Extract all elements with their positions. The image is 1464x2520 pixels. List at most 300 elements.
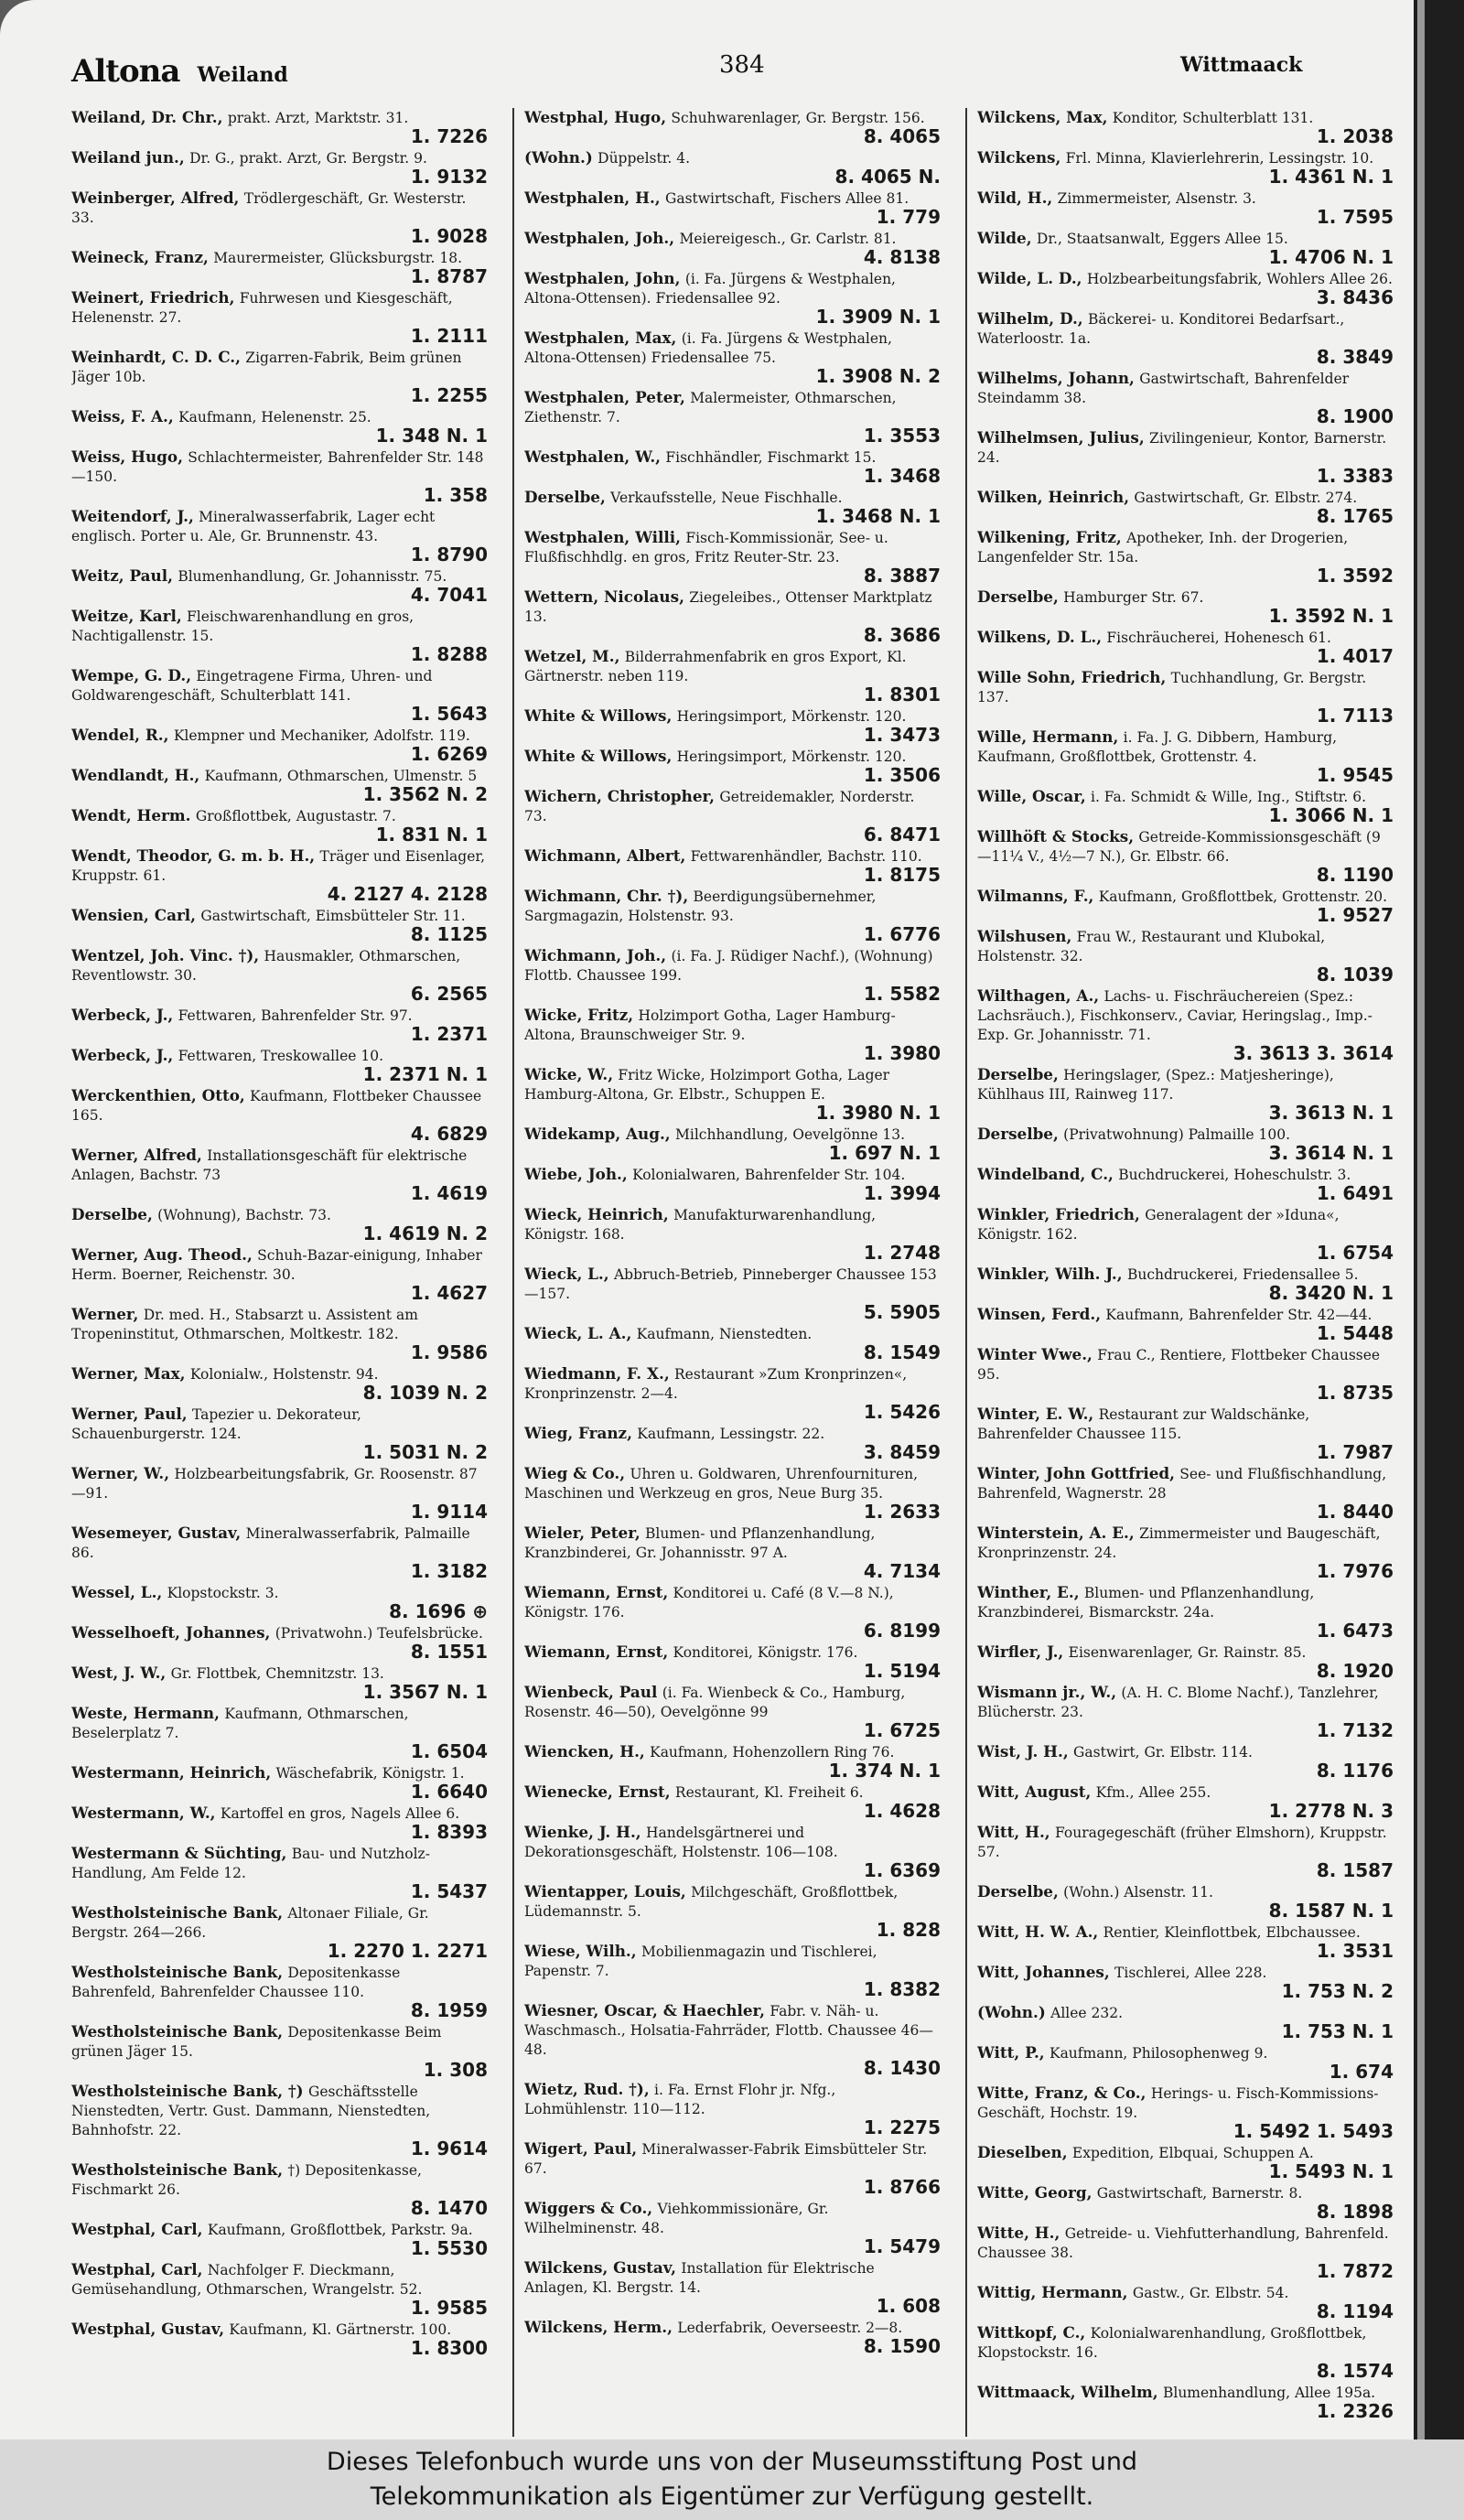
entry-description: Kaufmann, Flottbeker Chaussee 165.	[71, 1088, 482, 1124]
directory-entry	[524, 1823, 941, 1879]
directory-entry	[524, 188, 941, 226]
entry-name: Wientapper, Louis,	[524, 1882, 686, 1901]
directory-entry	[71, 1804, 488, 1841]
directory-entry	[524, 1464, 941, 1521]
directory-entry	[977, 309, 1394, 366]
entry-phone-number: 4. 2127 4. 2128	[327, 883, 488, 905]
entry-name: Westphalen, Joh.,	[524, 229, 675, 247]
directory-entry	[524, 229, 941, 266]
entry-name: Wiesner, Oscar, & Haechler,	[524, 2001, 766, 2019]
entry-description: Fisch-Kommissionär, See- u. Flußfischhdlg. en gros, Fritz Reuter-Str. 23.	[524, 530, 888, 565]
directory-entry	[524, 706, 941, 744]
entry-name: Weiland jun.,	[71, 148, 185, 167]
directory-entry	[977, 229, 1394, 266]
entry-phone-number: 1. 5426	[863, 1401, 941, 1423]
entry-description: Depositenkasse Beim grünen Jäger 15.	[71, 2024, 442, 2060]
entry-description: Handelsgärtnerei und Dekorationsgeschäft, Holstenstr. 106—108.	[524, 1825, 838, 1860]
entry-phone-number: 8. 1039 N. 2	[362, 1382, 488, 1404]
entry-phone-number: 1. 2255	[410, 384, 488, 406]
directory-entry	[71, 766, 488, 803]
directory-entry	[71, 1146, 488, 1202]
entry-description: (Privatwohn.) Teufelsbrücke.	[274, 1625, 483, 1642]
entry-name: Westphalen, Willi,	[524, 528, 681, 546]
directory-entry	[524, 388, 941, 445]
entry-description: Restaurant zur Waldschänke, Bahrenfelder Chaussee 115.	[977, 1406, 1310, 1442]
directory-entry	[977, 369, 1394, 425]
directory-entry	[524, 269, 941, 326]
entry-description: Milchhandlung, Oevelgönne 13.	[675, 1126, 906, 1143]
directory-entry	[71, 2320, 488, 2357]
entry-name: Westholsteinische Bank,	[71, 1963, 284, 1981]
entry-phone-number: 4. 6829	[410, 1123, 488, 1145]
entry-phone-number: 1. 4361 N. 1	[1268, 166, 1394, 188]
entry-description: Gastwirtschaft, Gr. Elbstr. 274.	[1134, 490, 1358, 506]
entry-phone-number: 1. 6776	[863, 923, 941, 945]
entry-name: Wieck, L. A.,	[524, 1324, 632, 1342]
entry-description: Kolonialwarenhandlung, Großflottbek, Klopstockstr. 16.	[977, 2325, 1367, 2361]
entry-description: Blumenhandlung, Allee 195a.	[1162, 2385, 1376, 2401]
directory-entry	[977, 428, 1394, 485]
entry-phone-number: 1. 2326	[1316, 2400, 1394, 2422]
entry-description: Düppelstr. 4.	[597, 150, 691, 167]
directory-entry	[977, 727, 1394, 784]
entry-description: Mineralwasserfabrik, Palmaille 86.	[71, 1525, 470, 1561]
entry-description: Kaufmann, Nienstedten.	[636, 1326, 813, 1342]
entry-phone-number: 8. 1176	[1316, 1760, 1394, 1782]
entry-name: Wille Sohn, Friedrich,	[977, 668, 1167, 686]
entry-name: Wendt, Herm.	[71, 806, 191, 824]
directory-entry	[977, 1464, 1394, 1521]
entry-description: Zigarren-Fabrik, Beim grünen Jäger 10b.	[71, 350, 462, 385]
entry-description: Kaufmann, Kl. Gärtnerstr. 100.	[229, 2321, 452, 2338]
entry-description: Allee 232.	[1050, 2005, 1124, 2021]
entry-phone-number: 1. 5582	[863, 983, 941, 1005]
entry-description: Großflottbek, Augustastr. 7.	[195, 808, 396, 824]
directory-entry	[977, 1125, 1394, 1162]
entry-description: (i. Fa. Jürgens & Westphalen, Altona-Ottensen) Friedensallee 75.	[524, 330, 892, 366]
entry-name: Witt, P.,	[977, 2043, 1045, 2062]
entry-description: prakt. Arzt, Marktstr. 31.	[227, 110, 409, 126]
entry-name: Wilken, Heinrich,	[977, 488, 1130, 506]
entry-name: Westholsteinische Bank,	[71, 2160, 284, 2179]
entry-name: Wentzel, Joh. Vinc. †),	[71, 946, 260, 964]
entry-phone-number: 8. 1574	[1316, 2360, 1394, 2382]
entry-phone-number: 1. 7976	[1316, 1560, 1394, 1582]
entry-name: Wettern, Nicolaus,	[524, 587, 684, 606]
entry-phone-number: 1. 8175	[863, 864, 941, 886]
entry-description: Holzbearbeitungsfabrik, Gr. Roosenstr. 87—91.	[71, 1466, 478, 1502]
directory-entry	[71, 1664, 488, 1701]
directory-entry	[71, 1364, 488, 1402]
entry-phone-number: 8. 1959	[410, 1999, 488, 2021]
entry-description: Zimmermeister, Alsenstr. 3.	[1057, 190, 1256, 207]
directory-entry	[977, 2143, 1394, 2181]
entry-description: Zivilingenieur, Kontor, Barnerstr. 24.	[977, 430, 1387, 466]
entry-phone-number: 1. 6504	[410, 1740, 488, 1762]
entry-phone-number: 1. 8382	[863, 1978, 941, 2000]
entry-name: Werner, Max,	[71, 1364, 186, 1383]
entry-name: Wismann jr., W.,	[977, 1683, 1117, 1701]
entry-phone-number: 3. 8459	[863, 1441, 941, 1463]
entry-name: Wilshusen,	[977, 927, 1072, 945]
entry-name: Wiedmann, F. X.,	[524, 1364, 670, 1383]
entry-description: Nachfolger F. Dieckmann, Gemüsehandlung, Othmarschen, Wrangelstr. 52.	[71, 2262, 423, 2298]
entry-description: Bäckerei- u. Konditorei Bedarfsart., Waterloostr. 1a.	[977, 311, 1345, 347]
entry-description: Blumenhandlung, Gr. Johannisstr. 75.	[178, 568, 447, 585]
directory-entry	[71, 906, 488, 943]
entry-name: Wilhelms, Johann,	[977, 369, 1135, 387]
entry-name: Westphalen, Peter,	[524, 388, 685, 406]
entry-name: Weinert, Friedrich,	[71, 288, 235, 307]
directory-entry	[71, 607, 488, 663]
entry-phone-number: 1. 3980	[863, 1042, 941, 1064]
entry-phone-number: 1. 697 N. 1	[828, 1142, 941, 1164]
directory-entry	[977, 2323, 1394, 2380]
entry-name: Derselbe,	[977, 1125, 1059, 1143]
entry-name: Westholsteinische Bank,	[71, 2022, 284, 2041]
entry-phone-number: 1. 9585	[410, 2297, 488, 2319]
entry-description: Tischlerei, Allee 228.	[1114, 1965, 1267, 1981]
page-number: 384	[719, 51, 765, 79]
entry-description: Fettwaren, Treskowallee 10.	[178, 1048, 384, 1064]
entry-description: Verkaufsstelle, Neue Fischhalle.	[610, 490, 843, 506]
entry-name: Wicke, Fritz,	[524, 1006, 634, 1024]
entry-phone-number: 1. 8440	[1316, 1501, 1394, 1523]
entry-description: (i. Fa. Wienbeck & Co., Hamburg, Rosenstr. 46—50), Oevelgönne 99	[524, 1685, 906, 1720]
directory-entry	[524, 108, 941, 145]
directory-entry	[524, 447, 941, 485]
entry-name: Werner, Alfred,	[71, 1146, 202, 1164]
directory-entry	[71, 1623, 488, 1661]
directory-entry	[977, 887, 1394, 924]
directory-entry	[71, 2160, 488, 2217]
entry-phone-number: 1. 3908 N. 2	[815, 365, 941, 387]
entry-description: Fischhändler, Fischmarkt 15.	[665, 449, 877, 466]
directory-entry	[71, 1844, 488, 1901]
entry-name: Wiemann, Ernst,	[524, 1642, 669, 1661]
entry-description: Malermeister, Othmarschen, Ziethenstr. 7.	[524, 390, 897, 425]
entry-phone-number: 1. 6491	[1316, 1182, 1394, 1204]
directory-entry	[71, 1006, 488, 1043]
entry-name: Wiggers & Co.,	[524, 2199, 653, 2217]
entry-phone-number: 1. 4017	[1316, 645, 1394, 667]
entry-description: Eisenwarenlager, Gr. Rainstr. 85.	[1068, 1644, 1307, 1661]
entry-description: i. Fa. Schmidt & Wille, Ing., Stiftstr. 6.	[1091, 789, 1367, 805]
directory-entry	[977, 528, 1394, 585]
directory-entry	[977, 668, 1394, 725]
directory-entry	[977, 1345, 1394, 1402]
entry-description: i. Fa. J. G. Dibbern, Hamburg, Kaufmann, Großflottbek, Grottenstr. 4.	[977, 729, 1338, 765]
entry-phone-number: 1. 608	[876, 2295, 941, 2317]
entry-description: Fuhrwesen und Kiesgeschäft, Helenenstr. 27.	[71, 290, 453, 326]
entry-description: See- und Flußfischhandlung, Bahrenfeld, Wagnerstr. 28	[977, 1466, 1387, 1502]
entry-description: Kaufmann, Hohenzollern Ring 76.	[650, 1744, 895, 1761]
entry-phone-number: 8. 1470	[410, 2197, 488, 2219]
entry-name: Derselbe,	[977, 1065, 1059, 1083]
entry-phone-number: 3. 3613 N. 1	[1268, 1102, 1394, 1124]
entry-phone-number: 8. 1194	[1316, 2300, 1394, 2322]
directory-entry	[71, 1305, 488, 1362]
directory-entry	[524, 1683, 941, 1739]
entry-phone-number: 1. 3592	[1316, 565, 1394, 587]
entry-name: (Wohn.)	[524, 148, 593, 167]
directory-entry	[71, 2260, 488, 2317]
entry-phone-number: 6. 8199	[863, 1620, 941, 1642]
directory-entry	[977, 1963, 1394, 2000]
directory-entry	[977, 188, 1394, 226]
entry-description: Kaufmann, Lessingstr. 22.	[637, 1426, 825, 1442]
entry-name: Winkler, Wilh. J.,	[977, 1265, 1123, 1283]
entry-phone-number: 1. 3980 N. 1	[815, 1102, 941, 1124]
directory-entry	[524, 946, 941, 1003]
directory-entry	[977, 1405, 1394, 1461]
directory-entry	[977, 986, 1394, 1062]
entry-phone-number: 8. 1920	[1316, 1660, 1394, 1682]
entry-name: Witt, H.,	[977, 1823, 1050, 1841]
entry-name: Weiss, Hugo,	[71, 447, 183, 466]
entry-name: Wempe, G. D.,	[71, 666, 192, 684]
directory-entry	[524, 1524, 941, 1580]
entry-phone-number: 1. 2748	[863, 1242, 941, 1264]
entry-description: Schlachtermeister, Bahrenfelder Str. 148—150.	[71, 449, 484, 485]
entry-description: (Wohnung), Bachstr. 73.	[157, 1207, 331, 1223]
entry-phone-number: 1. 2371	[410, 1023, 488, 1045]
entry-phone-number: 6. 2565	[410, 983, 488, 1005]
entry-name: White & Willows,	[524, 747, 673, 765]
entry-phone-number: 1. 4619	[410, 1182, 488, 1204]
entry-phone-number: 1. 3994	[863, 1182, 941, 1204]
entry-name: Wiese, Wilh.,	[524, 1942, 637, 1960]
entry-phone-number: 1. 8790	[410, 544, 488, 565]
entry-description: Getreide- u. Viehfutterhandlung, Bahrenfeld. Chaussee 38.	[977, 2225, 1389, 2261]
entry-phone-number: 1. 2778 N. 3	[1268, 1800, 1394, 1822]
entry-name: Winterstein, A. E.,	[977, 1524, 1135, 1542]
entry-name: Werner, Aug. Theod.,	[71, 1245, 253, 1264]
entry-phone-number: 1. 8766	[863, 2176, 941, 2198]
directory-entry	[71, 1086, 488, 1143]
entry-phone-number: 8. 3686	[863, 624, 941, 646]
entry-description: Restaurant »Zum Kronprinzen«, Kronprinzenstr. 2—4.	[524, 1366, 908, 1402]
header-place: Altona	[71, 53, 180, 90]
directory-entry	[71, 726, 488, 763]
directory-column-3	[977, 108, 1394, 2437]
entry-name: Wichmann, Chr. †),	[524, 887, 689, 905]
directory-entry	[71, 507, 488, 564]
entry-phone-number: 1. 308	[423, 2059, 488, 2081]
entry-description: Uhren u. Goldwaren, Uhrenfournituren, Maschinen und Werkzeug en gros, Neue Burg 35.	[524, 1466, 919, 1502]
entry-description: Kaufmann, Großflottbek, Parkstr. 9a.	[207, 2222, 473, 2238]
entry-name: (Wohn.)	[977, 2003, 1046, 2021]
entry-description: Kolonialwaren, Bahrenfelder Str. 104.	[632, 1167, 906, 1183]
entry-phone-number: 1. 2111	[410, 325, 488, 347]
entry-description: Bilderrahmenfabrik en gros Export, Kl. Gärtnerstr. neben 119.	[524, 649, 907, 684]
entry-description: Apotheker, Inh. der Drogerien, Langenfelder Str. 15a.	[977, 530, 1349, 565]
entry-name: Wichmann, Joh.,	[524, 946, 667, 964]
entry-phone-number: 1. 7872	[1316, 2260, 1394, 2282]
entry-name: Winkler, Friedrich,	[977, 1205, 1140, 1223]
entry-name: Wienbeck, Paul	[524, 1683, 658, 1701]
directory-entry	[71, 946, 488, 1003]
entry-name: Werner, Paul,	[71, 1405, 188, 1423]
entry-phone-number: 8. 1587 N. 1	[1268, 1900, 1394, 1922]
directory-entry	[71, 1524, 488, 1580]
entry-name: Wienecke, Ernst,	[524, 1782, 671, 1801]
entry-description: Installation für Elektrische Anlagen, Kl. Bergstr. 14.	[524, 2260, 875, 2296]
entry-description: Beerdigungsübernehmer, Sargmagazin, Holstenstr. 93.	[524, 888, 877, 924]
directory-entry	[524, 1006, 941, 1062]
entry-phone-number: 8. 1696 ⊕	[389, 1600, 488, 1622]
entry-phone-number: 1. 8735	[1316, 1382, 1394, 1404]
entry-description: Manufakturwarenhandlung, Königstr. 168.	[524, 1207, 877, 1243]
entry-name: Wilhelm, D.,	[977, 309, 1083, 328]
directory-entry	[524, 1583, 941, 1640]
entry-phone-number: 1. 9114	[410, 1501, 488, 1523]
entry-phone-number: 8. 3887	[863, 565, 941, 587]
directory-entry	[524, 1125, 941, 1162]
entry-description: Konditor, Schulterblatt 131.	[1112, 110, 1314, 126]
entry-phone-number: 3. 3614 N. 1	[1268, 1142, 1394, 1164]
entry-description: Depositenkasse Bahrenfeld, Bahrenfelder Chaussee 110.	[71, 1965, 401, 2000]
directory-entry	[524, 488, 941, 525]
directory-entry	[524, 2258, 941, 2315]
entry-description: Installationsgeschäft für elektrische Anlagen, Bachstr. 73	[71, 1147, 468, 1183]
entry-description: Maurermeister, Glücksburgstr. 18.	[213, 250, 462, 266]
entry-phone-number: 5. 5905	[863, 1301, 941, 1323]
directory-entry	[977, 1524, 1394, 1580]
column-divider	[512, 108, 514, 2437]
entry-description: Fritz Wicke, Holzimport Gotha, Lager Hamburg-Altona, Gr. Elbstr., Schuppen E.	[524, 1067, 890, 1103]
attribution-footer	[0, 2439, 1464, 2520]
entry-name: Wilhelmsen, Julius,	[977, 428, 1145, 447]
entry-description: Geschäftsstelle Nienstedten, Vertr. Gust. Dammann, Nienstedten, Bahnhofstr. 22.	[71, 2084, 431, 2138]
entry-phone-number: 1. 6369	[863, 1859, 941, 1881]
entry-phone-number: 8. 1587	[1316, 1859, 1394, 1881]
entry-name: Windelband, C.,	[977, 1165, 1114, 1183]
entry-name: Wilckens, Herm.,	[524, 2318, 673, 2336]
directory-entry	[524, 1882, 941, 1939]
entry-phone-number: 1. 2633	[863, 1501, 941, 1523]
entry-description: Frl. Minna, Klavierlehrerin, Lessingstr. 10.	[1065, 150, 1374, 167]
directory-entry	[524, 747, 941, 784]
entry-description: Klempner und Mechaniker, Adolfstr. 119.	[173, 727, 470, 744]
entry-name: Wetzel, M.,	[524, 647, 620, 665]
entry-name: Derselbe,	[977, 1882, 1059, 1901]
entry-phone-number: 1. 4706 N. 1	[1268, 246, 1394, 268]
entry-description: Heringsimport, Mörkenstr. 120.	[676, 708, 907, 725]
entry-phone-number: 8. 3420 N. 1	[1268, 1282, 1394, 1304]
directory-entry	[524, 846, 941, 884]
entry-phone-number: 8. 1190	[1316, 864, 1394, 886]
entry-description: Träger und Eisenlager, Kruppstr. 61.	[71, 848, 486, 884]
entry-phone-number: 1. 374 N. 1	[828, 1760, 941, 1782]
entry-name: Weinhardt, C. D. C.,	[71, 348, 241, 366]
entry-phone-number: 1. 6754	[1316, 1242, 1394, 1264]
entry-name: Witte, Franz, & Co.,	[977, 2084, 1146, 2102]
entry-description: Eingetragene Firma, Uhren- und Goldwarengeschäft, Schulterblatt 141.	[71, 668, 433, 704]
entry-name: Werckenthien, Otto,	[71, 1086, 245, 1104]
entry-phone-number: 1. 5492 1. 5493	[1233, 2120, 1394, 2142]
entry-name: Westphalen, H.,	[524, 188, 661, 207]
directory-entry	[977, 1922, 1394, 1960]
entry-description: Herings- u. Fisch-Kommissions-Geschäft, Hochstr. 19.	[977, 2085, 1379, 2121]
directory-entry	[524, 587, 941, 644]
entry-name: Wensien, Carl,	[71, 906, 197, 924]
entry-description: Kartoffel en gros, Nagels Allee 6.	[220, 1805, 460, 1822]
entry-name: Wessel, L.,	[71, 1583, 163, 1601]
entry-name: Weiss, F. A.,	[71, 407, 174, 425]
directory-entry	[524, 2080, 941, 2137]
entry-description: Kolonialw., Holstenstr. 94.	[189, 1366, 379, 1383]
entry-phone-number: 1. 5479	[863, 2235, 941, 2257]
entry-description: Getreide-Kommissionsgeschäft (9—11¼ V., 4½—7 N.), Gr. Elbstr. 66.	[977, 829, 1381, 865]
entry-phone-number: 1. 4619 N. 2	[362, 1222, 488, 1244]
directory-entry	[524, 2199, 941, 2256]
entry-name: Wendt, Theodor, G. m. b. H.,	[71, 846, 316, 865]
entry-phone-number: 1. 6269	[410, 743, 488, 765]
entry-name: Wittkopf, C.,	[977, 2323, 1086, 2342]
entry-name: Wiencken, H.,	[524, 1742, 645, 1761]
entry-phone-number: 8. 1039	[1316, 964, 1394, 985]
entry-name: Witte, H.,	[977, 2224, 1060, 2242]
directory-entry	[71, 1405, 488, 1461]
entry-name: Derselbe,	[977, 587, 1059, 606]
entry-name: Westphal, Carl,	[71, 2220, 203, 2238]
entry-name: Wittmaack, Wilhelm,	[977, 2383, 1158, 2401]
entry-description: Gastwirtschaft, Fischers Allee 81.	[664, 190, 910, 207]
entry-phone-number: 1. 3592 N. 1	[1268, 605, 1394, 627]
entry-description: Zimmermeister und Baugeschäft, Kronprinzenstr. 24.	[977, 1525, 1381, 1561]
entry-phone-number: 1. 2275	[863, 2116, 941, 2138]
directory-entry	[977, 927, 1394, 984]
footer-line-2: Telekommunikation als Eigentümer zur Verfügung gestellt.	[370, 2482, 1094, 2511]
entry-name: Wilckens, Gustav,	[524, 2258, 676, 2277]
entry-phone-number: 1. 3473	[863, 724, 941, 746]
entry-name: Westphalen, John,	[524, 269, 681, 287]
entry-description: Kaufmann, Othmarschen, Beselerplatz 7.	[71, 1706, 409, 1741]
directory-entry	[71, 188, 488, 245]
entry-phone-number: 1. 9586	[410, 1341, 488, 1363]
entry-description: Meiereigesch., Gr. Carlstr. 81.	[679, 231, 897, 247]
entry-phone-number: 1. 3066 N. 1	[1268, 804, 1394, 826]
directory-entry	[977, 2283, 1394, 2321]
directory-entry	[71, 1583, 488, 1621]
entry-phone-number: 1. 3909 N. 1	[815, 306, 941, 328]
entry-phone-number: 8. 1590	[863, 2335, 941, 2357]
entry-phone-number: 1. 5448	[1316, 1322, 1394, 1344]
directory-column-2	[524, 108, 941, 2437]
entry-name: Widekamp, Aug.,	[524, 1125, 671, 1143]
entry-description: Ziegeleibes., Ottenser Marktplatz 13.	[524, 589, 932, 625]
entry-phone-number: 1. 753 N. 1	[1281, 2020, 1394, 2042]
directory-entry	[977, 1882, 1394, 1920]
entry-phone-number: 1. 3531	[1316, 1940, 1394, 1962]
entry-description: Lederfabrik, Oeverseestr. 2—8.	[677, 2320, 903, 2336]
entry-name: Winter, John Gottfried,	[977, 1464, 1175, 1482]
entry-phone-number: 1. 5437	[410, 1880, 488, 1902]
entry-description: Gastwirtschaft, Barnerstr. 8.	[1096, 2185, 1303, 2202]
directory-entry	[524, 1065, 941, 1122]
directory-entry	[977, 148, 1394, 186]
entry-phone-number: 1. 4628	[863, 1800, 941, 1822]
entry-description: Holzimport Gotha, Lager Hamburg-Altona, Braunschweiger Str. 9.	[524, 1007, 896, 1043]
entry-description: Fouragegeschäft (früher Elmshorn), Kruppstr. 57.	[977, 1825, 1387, 1860]
entry-name: Westphal, Hugo,	[524, 108, 667, 126]
directory-entry	[524, 1205, 941, 1262]
entry-name: Werner,	[71, 1305, 139, 1323]
entry-description: Mineralwasserfabrik, Lager echt englisch. Porter u. Ale, Gr. Brunnenstr. 43.	[71, 509, 436, 544]
entry-name: Dieselben,	[977, 2143, 1068, 2161]
entry-description: Schuhwarenlager, Gr. Bergstr. 156.	[671, 110, 925, 126]
